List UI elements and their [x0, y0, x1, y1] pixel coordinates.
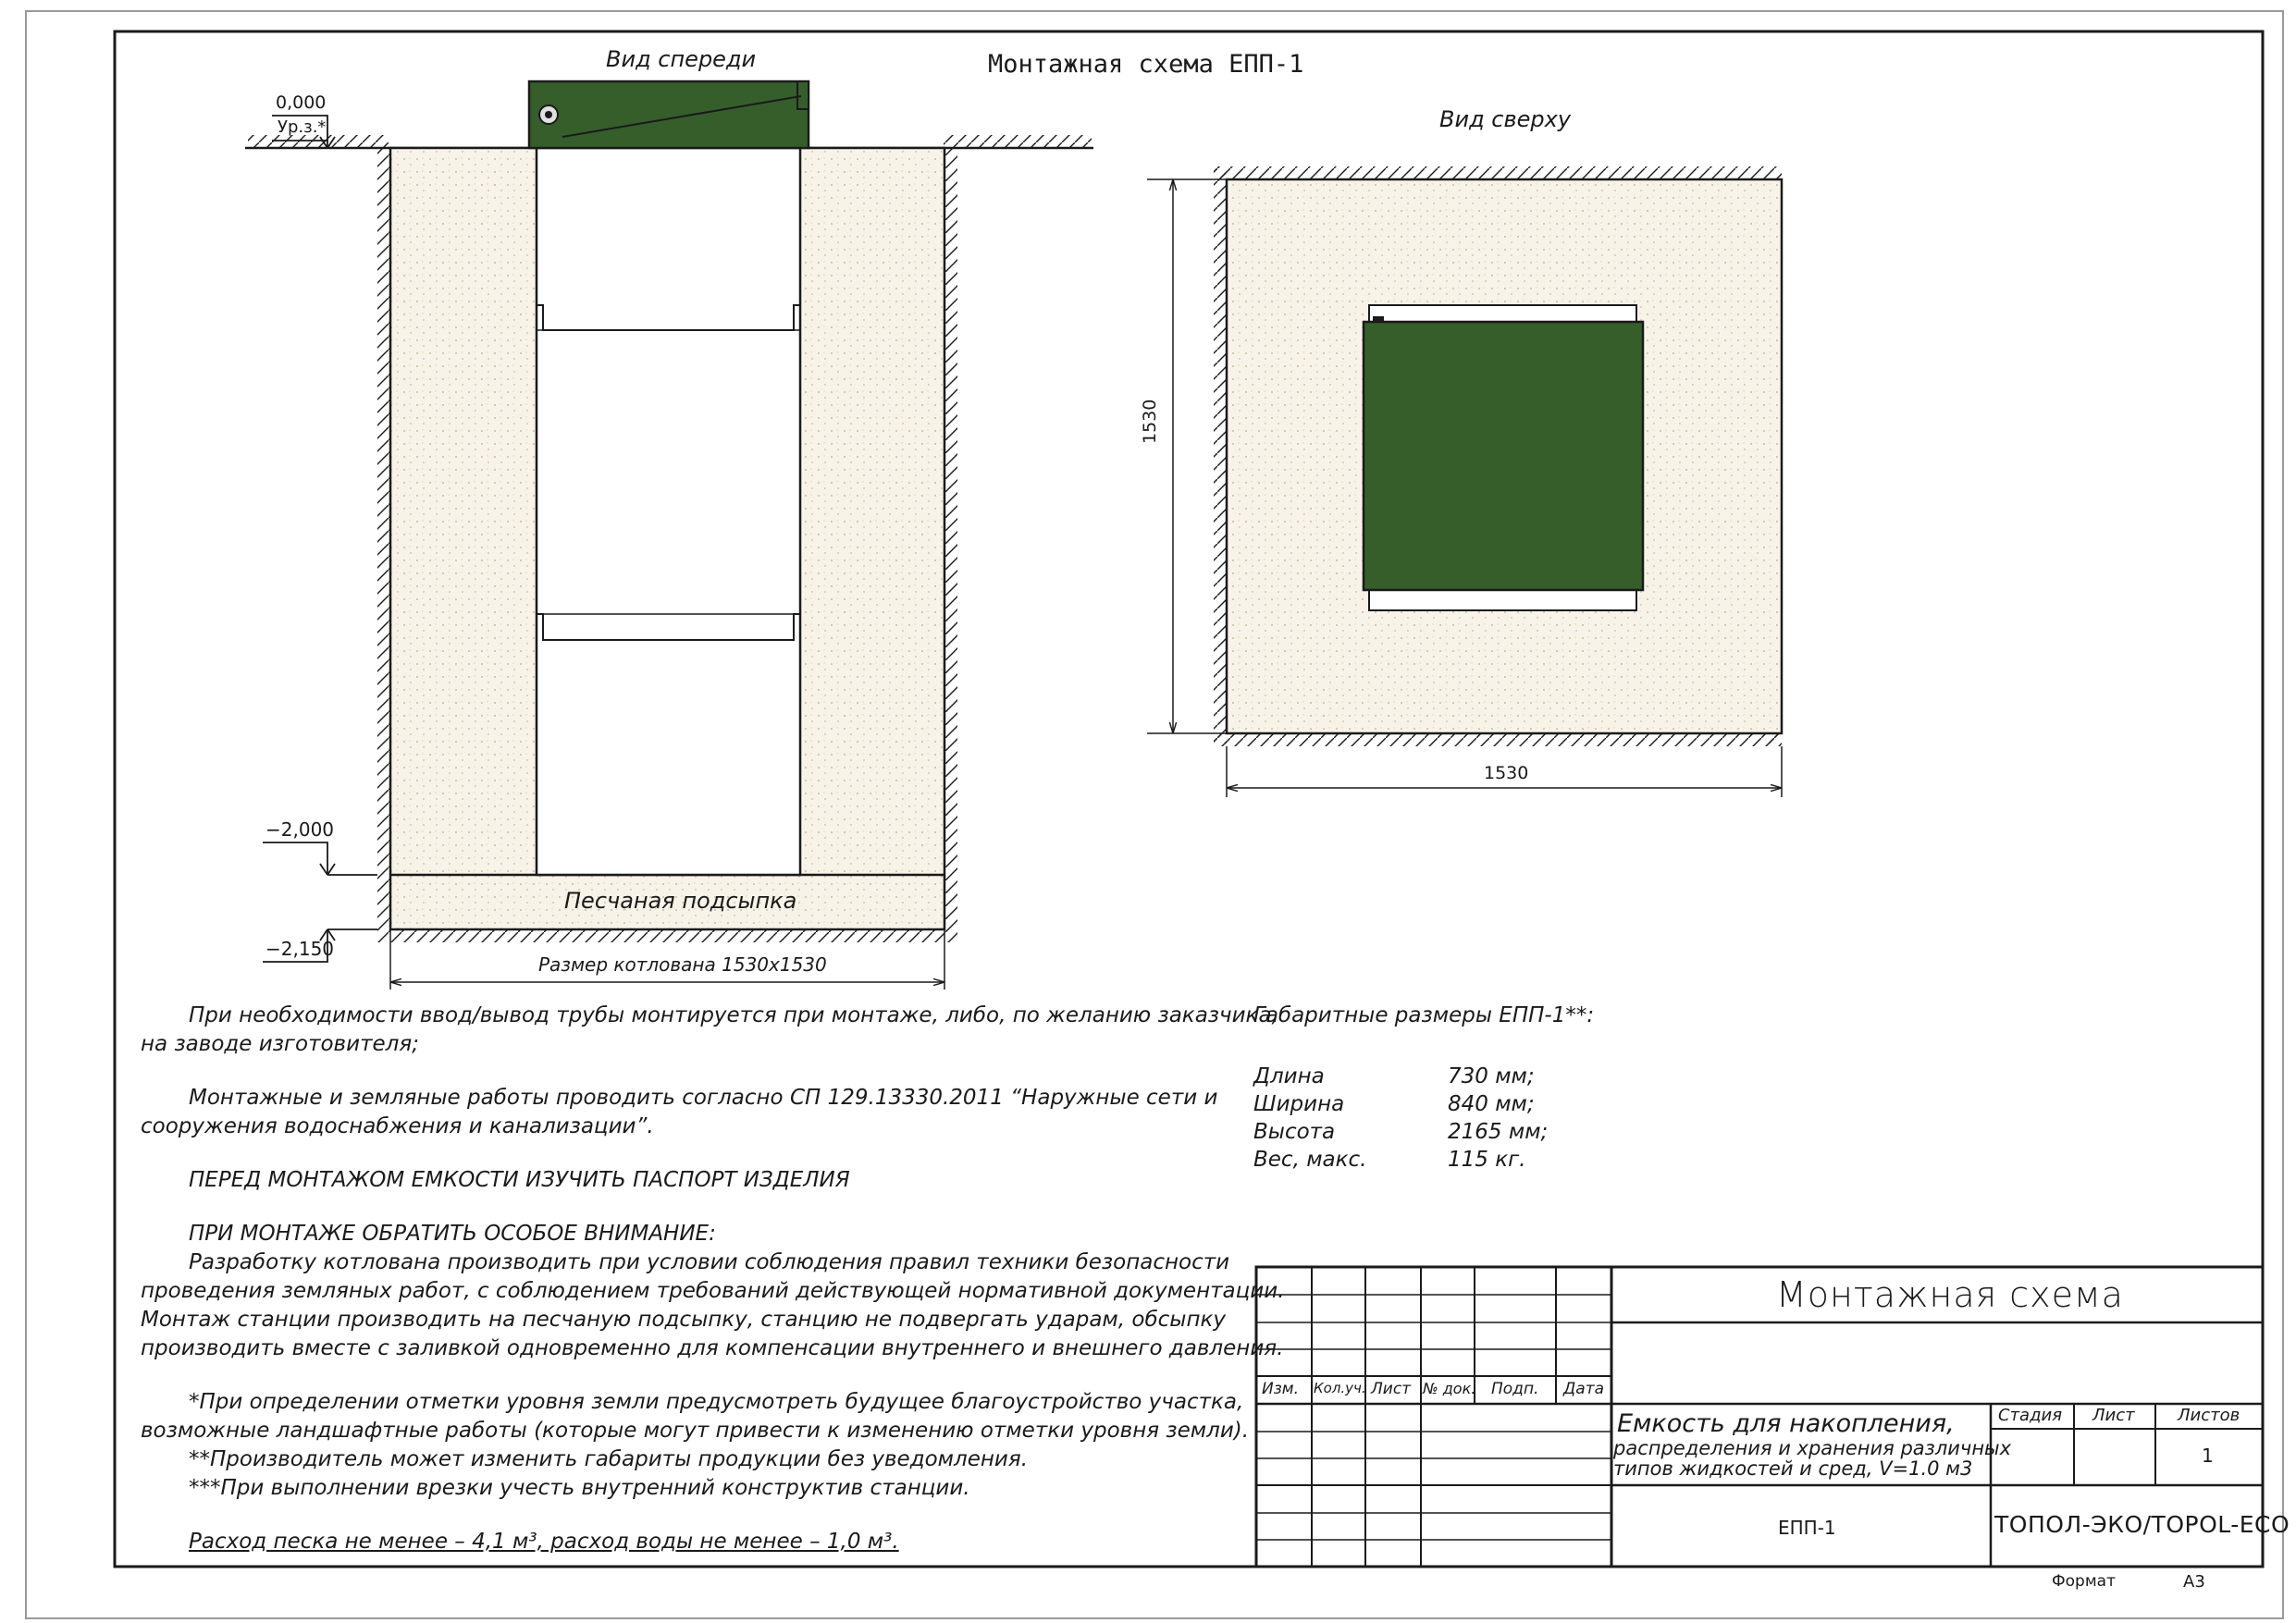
note-p1: При необходимости ввод/вывод трубы монтируется при монтаже, либо, по желанию заказчика,	[189, 1003, 1278, 1027]
tank-lid	[529, 81, 809, 148]
dimension-row	[1253, 1063, 1548, 1090]
description-line-2: распределения и хранения различных	[1613, 1437, 2012, 1459]
note-p5c: Монтаж станции производить на песчаную подсыпку, станцию не подвергать ударам, обсыпку	[141, 1308, 1226, 1332]
dimension-row	[1253, 1090, 1548, 1118]
dimension-label: Высота	[1253, 1120, 1336, 1144]
dimension-label: Длина	[1253, 1064, 1325, 1088]
plan-height-value: 1530	[1140, 399, 1160, 444]
header-ndok: № док.	[1423, 1380, 1476, 1397]
dimension-value: 730 мм;	[1448, 1064, 1535, 1088]
dimension-label: Ширина	[1253, 1092, 1345, 1116]
format-value: А3	[2183, 1572, 2205, 1592]
dimension-row	[1253, 1118, 1548, 1146]
dimension-value: 840 мм;	[1448, 1092, 1535, 1116]
drawing-title: Монтажная схема ЕПП-1	[988, 50, 1304, 79]
tank-body	[537, 148, 800, 875]
dimensions-heading: Габаритные размеры ЕПП-1**:	[1253, 1003, 1595, 1027]
description-line-1: Емкость для накопления,	[1617, 1409, 1955, 1438]
note-p1b: на заводе изготовителя;	[141, 1032, 419, 1056]
document-code: ЕПП-1	[1778, 1517, 1836, 1539]
level-tank-bottom: −2,000	[265, 818, 335, 841]
header-podp: Подп.	[1491, 1380, 1539, 1398]
pit-size-label: Размер котлована 1530х1530	[538, 953, 827, 976]
note-p5b: проведения земляных работ, с соблюдением требований действующей нормативной документации.	[141, 1279, 1285, 1303]
stage-header: Стадия	[1998, 1406, 2063, 1425]
description-line-3: типов жидкостей и сред, V=1.0 м3	[1613, 1457, 1973, 1480]
note-p2: Монтажные и земляные работы проводить согласно СП 129.13330.2011 “Наружные сети и	[189, 1086, 1218, 1110]
company-name: ТОПОЛ-ЭКО/TOPOL-ECO	[1994, 1511, 2290, 1538]
note-p5d: производить вместе с заливкой одновременно для компенсации внутреннего и внешнего давления.	[141, 1336, 1284, 1360]
sheet-header: Лист	[2092, 1406, 2135, 1425]
note-p5a: Разработку котлована производить при условии соблюдения правил техники безопасности	[189, 1250, 1230, 1274]
dimension-row	[1253, 1146, 1548, 1174]
note-p2b: сооружения водоснабжения и канализации”.	[141, 1114, 654, 1138]
header-list: Лист	[1371, 1380, 1412, 1398]
dimension-value: 115 кг.	[1448, 1148, 1526, 1172]
top-view	[1147, 166, 1782, 797]
note-p9: Расход песка не менее – 4,1 м³, расход воды не менее – 1,0 м³.	[189, 1530, 899, 1554]
title-block-main-title: Монтажная схема	[1776, 1274, 2124, 1315]
format-label: Формат	[2052, 1572, 2116, 1591]
ground-level-label: Ур.з.*	[278, 117, 327, 137]
note-p6b: возможные ландшафтные работы (которые могут привести к изменению отметки уровня земли).	[141, 1419, 1250, 1443]
sheets-header: Листов	[2178, 1406, 2240, 1425]
dimensions-table	[1253, 1063, 1548, 1174]
dimension-label: Вес, макс.	[1253, 1148, 1367, 1172]
front-view	[245, 81, 1093, 990]
header-kol: Кол.уч.	[1314, 1380, 1366, 1396]
header-izm: Изм.	[1262, 1380, 1299, 1398]
level-pit-bottom: −2,150	[265, 938, 335, 960]
sand-bed-label: Песчаная подсыпка	[564, 888, 797, 914]
front-view-label: Вид спереди	[606, 46, 757, 72]
note-p7: **Производитель может изменить габариты продукции без уведомления.	[189, 1447, 1029, 1471]
top-view-label: Вид сверху	[1439, 106, 1572, 132]
header-data: Дата	[1563, 1380, 1605, 1398]
tank-lid-plan	[1364, 322, 1643, 590]
note-p8: ***При выполнении врезки учесть внутренний конструктив станции.	[189, 1476, 970, 1500]
note-p3: ПЕРЕД МОНТАЖОМ ЕМКОСТИ ИЗУЧИТЬ ПАСПОРТ ИЗДЕЛИЯ	[189, 1168, 850, 1192]
plan-width-value: 1530	[1484, 763, 1529, 783]
sheets-value: 1	[2202, 1445, 2214, 1467]
note-p4: ПРИ МОНТАЖЕ ОБРАТИТЬ ОСОБОЕ ВНИМАНИЕ:	[189, 1222, 716, 1246]
overall-dimensions	[1253, 1002, 1594, 1174]
installation-notes	[141, 1002, 1285, 1556]
ground-level-value: 0,000	[276, 92, 327, 113]
level-mark-tank-bottom	[263, 842, 377, 875]
note-p6a: *При определении отметки уровня земли предусмотреть будущее благоустройство участка,	[189, 1390, 1244, 1414]
dimension-value: 2165 мм;	[1448, 1120, 1549, 1144]
